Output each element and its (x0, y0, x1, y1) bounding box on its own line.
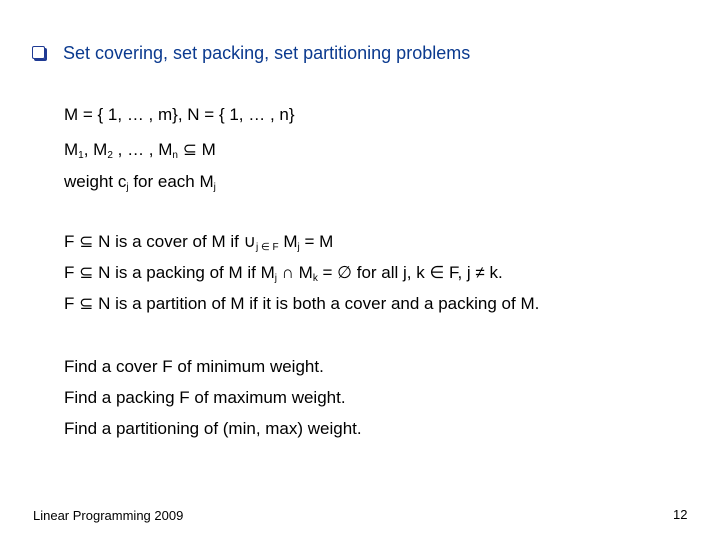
packing-definition: F ⊆ N is a packing of M if $M_j$ ∩ $M_k$ = ∅ for all j, k ∈ F, j ≠ k. (64, 263, 503, 284)
sets-definition: M = { 1, … , m}, N = { 1, … , n} (64, 105, 295, 124)
slide-heading: Set covering, set packing, set partitioning problems (63, 43, 471, 63)
footer-text: Linear Programming 2009 (33, 508, 184, 523)
weight-line: weight $c_j$ for each $M_j$ (64, 172, 216, 193)
partition-definition: F ⊆ N is a partition of M if it is both a cover and a packing of M. (64, 294, 540, 313)
bullet-checkbox-icon (32, 46, 45, 59)
cover-definition: F ⊆ N is a cover of M if ∪j ∈ F $M_j = M$ (64, 232, 334, 253)
task-packing: Find a packing F of maximum weight. (64, 388, 346, 407)
task-cover: Find a cover F of minimum weight. (64, 357, 324, 376)
task-partitioning: Find a partitioning of (min, max) weight. (64, 419, 362, 438)
subsets-line: $M_1$, $M_2$ , … , $M_n$ ⊆ M (64, 140, 216, 161)
page-number: 12 (673, 507, 688, 522)
